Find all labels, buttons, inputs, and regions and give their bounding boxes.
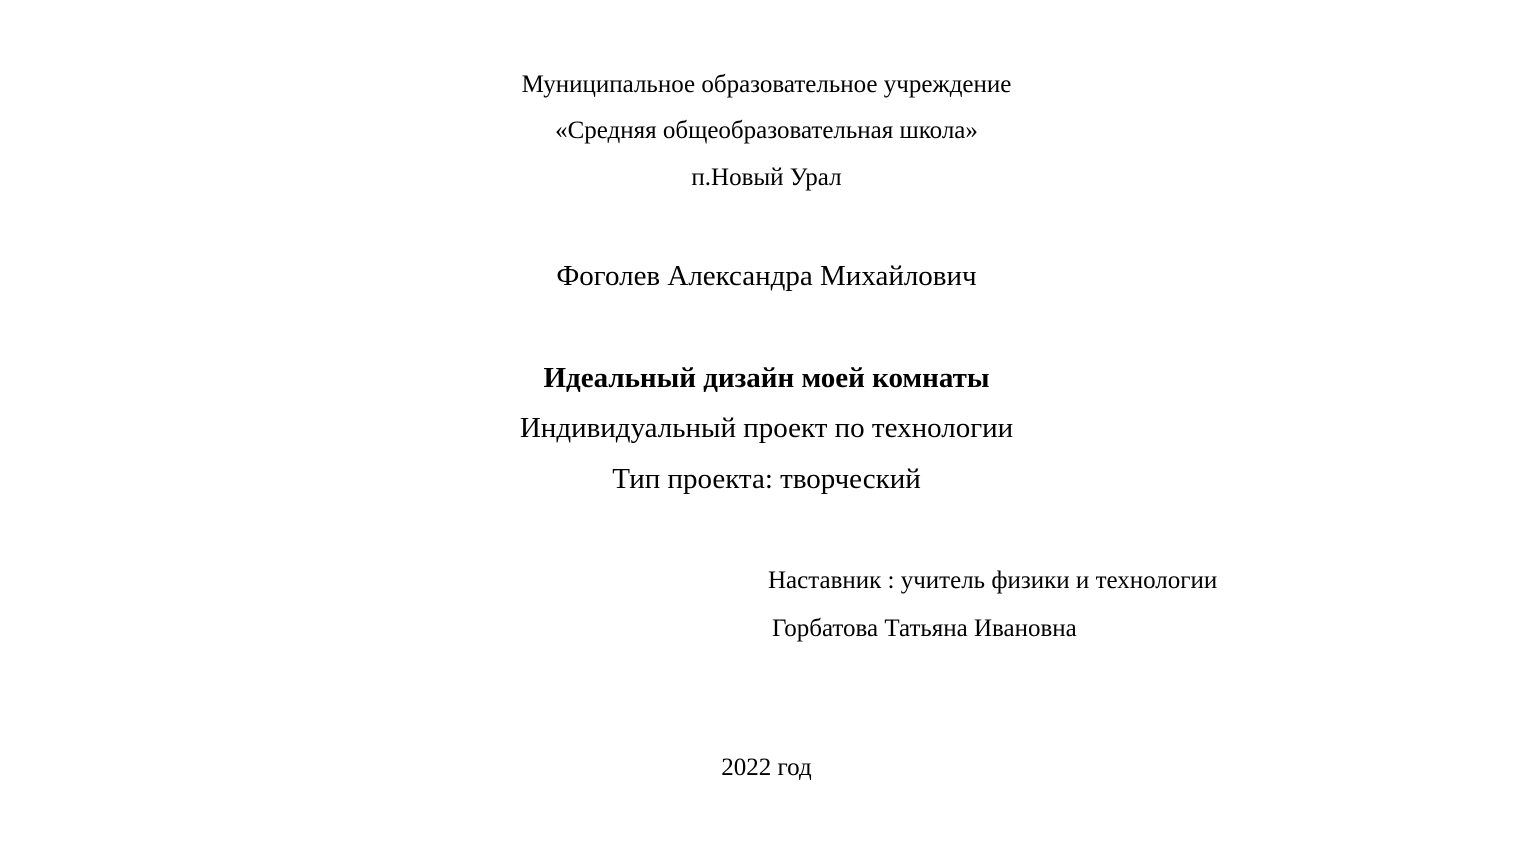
project-subtitle: Индивидуальный проект по технологии [519,412,1014,444]
project-title: Идеальный дизайн моей комнаты [543,362,990,394]
author-name: Фоголев Александра Михайлович [556,260,977,292]
location: п.Новый Урал [691,164,842,191]
mentor-name: Горбатова Татьяна Ивановна [772,615,1077,642]
school-name: «Средняя общеобразовательная школа» [555,117,978,144]
year: 2022 год [721,754,812,781]
project-type: Тип проекта: творческий [612,463,921,495]
institution-name: Муниципальное образовательное учреждение [521,71,1012,98]
mentor-role: Наставник : учитель физики и технологии [768,567,1218,594]
